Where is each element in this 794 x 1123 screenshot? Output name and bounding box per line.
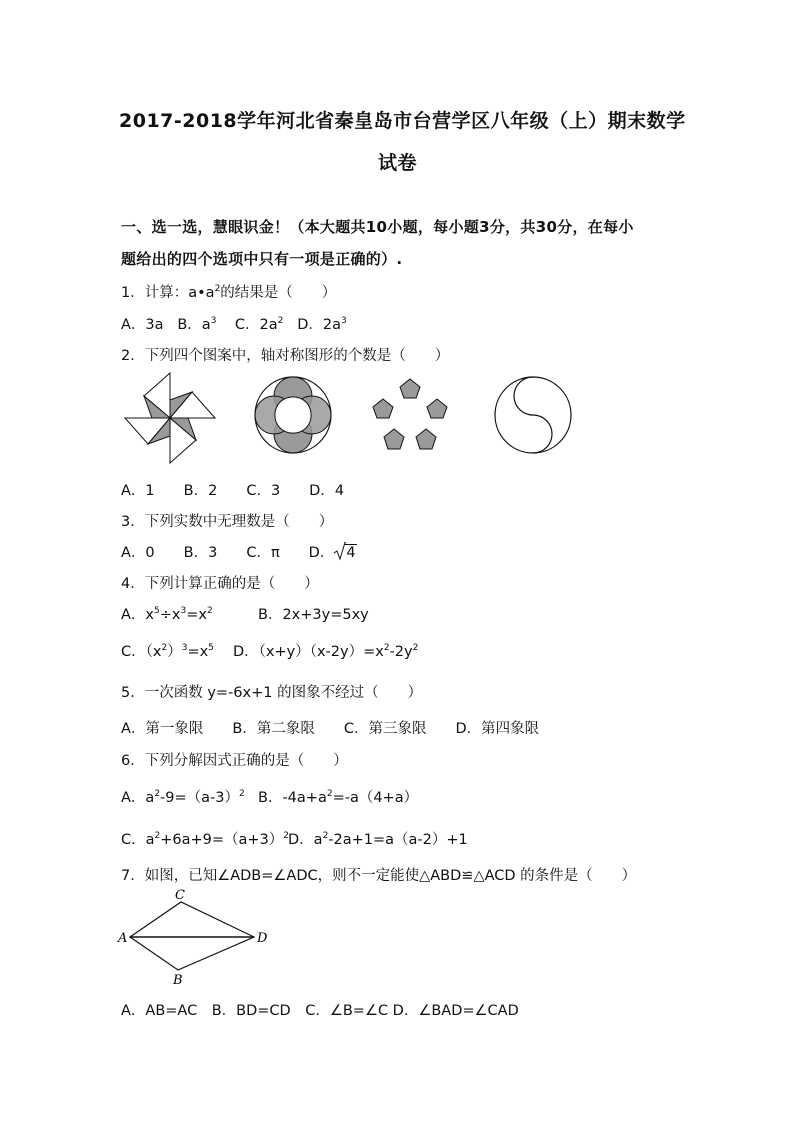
question-4-option-b: B．2x+3y=5xy <box>258 607 369 623</box>
sqrt-symbol: 4 <box>334 545 356 561</box>
page-title-line2: 试卷 <box>378 152 418 174</box>
question-5-options: A．第一象限 B．第二象限 C．第三象限 D．第四象限 <box>121 721 540 737</box>
section-heading-line2: 题给出的四个选项中只有一项是正确的）. <box>121 250 403 268</box>
question-3-stem: 3．下列实数中无理数是（ ） <box>121 514 334 530</box>
question-3-options: A．0 B．3 C．π D． 4 <box>121 541 357 562</box>
question-6-option-b: B．$-4a+a^2=-a(4+a)$ <box>258 789 419 806</box>
question-4-option-c: C．$(x^2)^3=x^5$ <box>121 643 214 660</box>
section-heading-line1: 一、选一选，慧眼识金！（本大题共10小题，每小题3分，共30分，在每小 <box>121 218 634 236</box>
question-4-option-d: D．$(x+y)(x-2y)=x^2-2y^2$ <box>233 643 419 660</box>
label-D: D <box>257 931 268 946</box>
question-1-options: A．3a B．$a^3$ C．$2a^2$ D．$2a^3$ <box>121 316 347 333</box>
question-7-stem: 7．如图，已知∠ADB=∠ADC，则不一定能使△ABD≌△ACD 的条件是（ ） <box>121 868 637 884</box>
question-4-option-a: A．$x^5\div x^3=x^2$ <box>121 606 213 623</box>
question-6-option-a: A．$a^2-9=(a-3)^2$ <box>121 789 245 806</box>
label-B: B <box>173 973 183 988</box>
question-7-options: A．AB=AC B．BD=CD C．∠B=∠C D．∠BAD=∠CAD <box>121 1003 519 1019</box>
page-title-line1: 2017-2018学年河北省秦皇岛市台营学区八年级（上）期末数学 <box>119 110 686 132</box>
label-C: C <box>175 888 185 903</box>
question-4-stem: 4．下列计算正确的是（ ） <box>121 576 319 592</box>
question-2-options: A．1 B．2 C．3 D．4 <box>121 483 345 499</box>
question-6-stem: 6．下列分解因式正确的是（ ） <box>121 753 348 769</box>
question-2-stem: 2．下列四个图案中，轴对称图形的个数是（ ） <box>121 348 450 364</box>
quadrilateral-figure <box>118 885 278 989</box>
taiji-circle-figure <box>493 375 573 455</box>
question-6-option-c: C．$a^2+6a+9=(a+3)^2$ <box>121 831 290 848</box>
question-6-option-d: D．$a^2-2a+1=a(a-2)+1$ <box>288 831 468 848</box>
question-5-stem: 5．一次函数 y=-6x+1 的图象不经过（ ） <box>121 685 423 701</box>
pinwheel-figure <box>122 370 218 466</box>
petal-circle-figure <box>253 375 333 455</box>
label-A: A <box>118 931 128 946</box>
five-pentagons-figure <box>371 377 449 453</box>
question-1-stem: 1．计算：$a•a^2$的结果是（ ） <box>121 284 337 301</box>
